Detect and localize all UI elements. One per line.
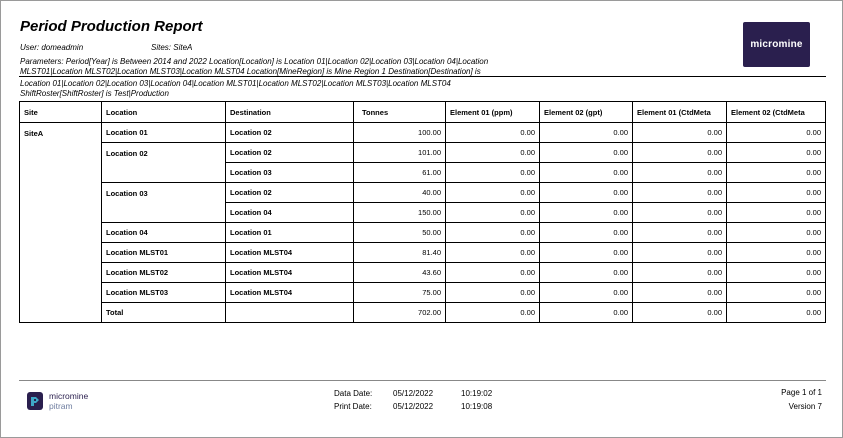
col-header-destination: Destination [226,102,354,123]
sites-label: Sites: SiteA [151,43,193,52]
data-date-value: 05/12/2022 [393,389,434,398]
report-title: Period Production Report [20,18,203,35]
table-header-row [20,102,826,123]
element02-ctdmeta-cell: 0.00 [727,203,826,223]
element02-gpt-cell: 0.00 [540,123,633,143]
col-header-element01-ppm: Element 01 (ppm) [446,102,540,123]
element02-gpt-cell: 0.00 [540,223,633,243]
parameters-line-2: MLST01|Location MLST02|Location MLST03|Location MLST04 Location[MineRegion] is Mine Region 1 Destination[Destination] is [20,67,481,76]
version-label: Version 7 [788,402,822,411]
total-tonnes-cell: 702.00 [354,303,446,323]
destination-cell: Location MLST04 [226,283,354,303]
element01-ppm-cell: 0.00 [446,143,540,163]
destination-cell: Location 03 [226,163,354,183]
element02-gpt-cell: 0.00 [540,163,633,183]
table-row [20,283,826,303]
user-label: User: domeadmin [20,43,84,52]
micromine-logo [743,22,810,67]
header-divider [19,76,826,77]
footer-brand-name: micromine [49,391,89,401]
parameters-line-4: ShiftRoster[ShiftRoster] is Test|Production [20,89,169,98]
total-destination-cell [226,303,354,323]
element02-ctdmeta-cell: 0.00 [727,263,826,283]
col-header-tonnes: Tonnes [354,102,446,123]
tonnes-cell: 50.00 [354,223,446,243]
tonnes-cell: 150.00 [354,203,446,223]
footer-divider [19,380,826,381]
total-element02-gpt-cell: 0.00 [540,303,633,323]
element01-ctdmeta-cell: 0.00 [633,163,727,183]
destination-cell: Location 02 [226,123,354,143]
element01-ctdmeta-cell: 0.00 [633,203,727,223]
element01-ctdmeta-cell: 0.00 [633,123,727,143]
element01-ctdmeta-cell: 0.00 [633,223,727,243]
logo-text: micromine [750,39,803,50]
parameters-line-3: Location 01|Location 02|Location 03|Location 04|Location MLST01|Location MLST02|Location MLST03|Location MLST04 [20,79,451,88]
footer-brand-product: pitram [49,401,73,411]
element01-ctdmeta-cell: 0.00 [633,263,727,283]
page-number: Page 1 of 1 [781,388,822,397]
tonnes-cell: 61.00 [354,163,446,183]
col-header-element02-gpt: Element 02 (gpt) [540,102,633,123]
data-date-label: Data Date: [334,389,373,398]
destination-cell: Location 02 [226,143,354,163]
print-date-label: Print Date: [334,402,372,411]
tonnes-cell: 75.00 [354,283,446,303]
footer-brand [49,391,88,411]
site-cell: SiteA [20,123,102,323]
production-table [19,101,826,323]
print-time-value: 10:19:08 [461,402,493,411]
element01-ppm-cell: 0.00 [446,203,540,223]
parameters-line-1: Parameters: Period[Year] is Between 2014 and 2022 Location[Location] is Location 01|Location 02|Location 03|Location 04|Location [20,57,489,66]
element01-ppm-cell: 0.00 [446,163,540,183]
element02-gpt-cell: 0.00 [540,203,633,223]
element02-ctdmeta-cell: 0.00 [727,163,826,183]
element01-ctdmeta-cell: 0.00 [633,183,727,203]
total-element02-ctdmeta-cell: 0.00 [727,303,826,323]
table-row [20,223,826,243]
tonnes-cell: 40.00 [354,183,446,203]
table-row [20,123,826,143]
element02-ctdmeta-cell: 0.00 [727,183,826,203]
data-time-value: 10:19:02 [461,389,493,398]
destination-cell: Location MLST04 [226,243,354,263]
total-element01-ppm-cell: 0.00 [446,303,540,323]
element02-ctdmeta-cell: 0.00 [727,243,826,263]
element02-ctdmeta-cell: 0.00 [727,143,826,163]
element02-gpt-cell: 0.00 [540,283,633,303]
location-cell: Location 02 [102,143,226,183]
element02-gpt-cell: 0.00 [540,243,633,263]
total-label: Total [102,303,226,323]
location-cell: Location 03 [102,183,226,223]
location-cell: Location 04 [102,223,226,243]
tonnes-cell: 43.60 [354,263,446,283]
table-row [20,243,826,263]
print-date-value: 05/12/2022 [393,402,434,411]
destination-cell: Location 02 [226,183,354,203]
col-header-location: Location [102,102,226,123]
element01-ppm-cell: 0.00 [446,243,540,263]
element02-ctdmeta-cell: 0.00 [727,223,826,243]
tonnes-cell: 101.00 [354,143,446,163]
element01-ppm-cell: 0.00 [446,283,540,303]
tonnes-cell: 81.40 [354,243,446,263]
col-header-element01-ctdmeta: Element 01 (CtdMeta [633,102,727,123]
table-row [20,263,826,283]
destination-cell: Location MLST04 [226,263,354,283]
element02-gpt-cell: 0.00 [540,183,633,203]
destination-cell: Location 01 [226,223,354,243]
element01-ppm-cell: 0.00 [446,223,540,243]
pitram-logo-icon [27,392,43,410]
table-row [20,143,826,163]
element02-ctdmeta-cell: 0.00 [727,123,826,143]
tonnes-cell: 100.00 [354,123,446,143]
element01-ctdmeta-cell: 0.00 [633,243,727,263]
table-row [20,183,826,203]
col-header-element02-ctdmeta: Element 02 (CtdMeta [727,102,826,123]
location-cell: Location MLST01 [102,243,226,263]
element02-gpt-cell: 0.00 [540,143,633,163]
element01-ppm-cell: 0.00 [446,123,540,143]
destination-cell: Location 04 [226,203,354,223]
element01-ppm-cell: 0.00 [446,263,540,283]
total-element01-ctdmeta-cell: 0.00 [633,303,727,323]
col-header-site: Site [20,102,102,123]
location-cell: Location MLST02 [102,263,226,283]
location-cell: Location MLST03 [102,283,226,303]
element01-ctdmeta-cell: 0.00 [633,283,727,303]
total-row [20,303,826,323]
element01-ctdmeta-cell: 0.00 [633,143,727,163]
location-cell: Location 01 [102,123,226,143]
element01-ppm-cell: 0.00 [446,183,540,203]
element02-ctdmeta-cell: 0.00 [727,283,826,303]
element02-gpt-cell: 0.00 [540,263,633,283]
